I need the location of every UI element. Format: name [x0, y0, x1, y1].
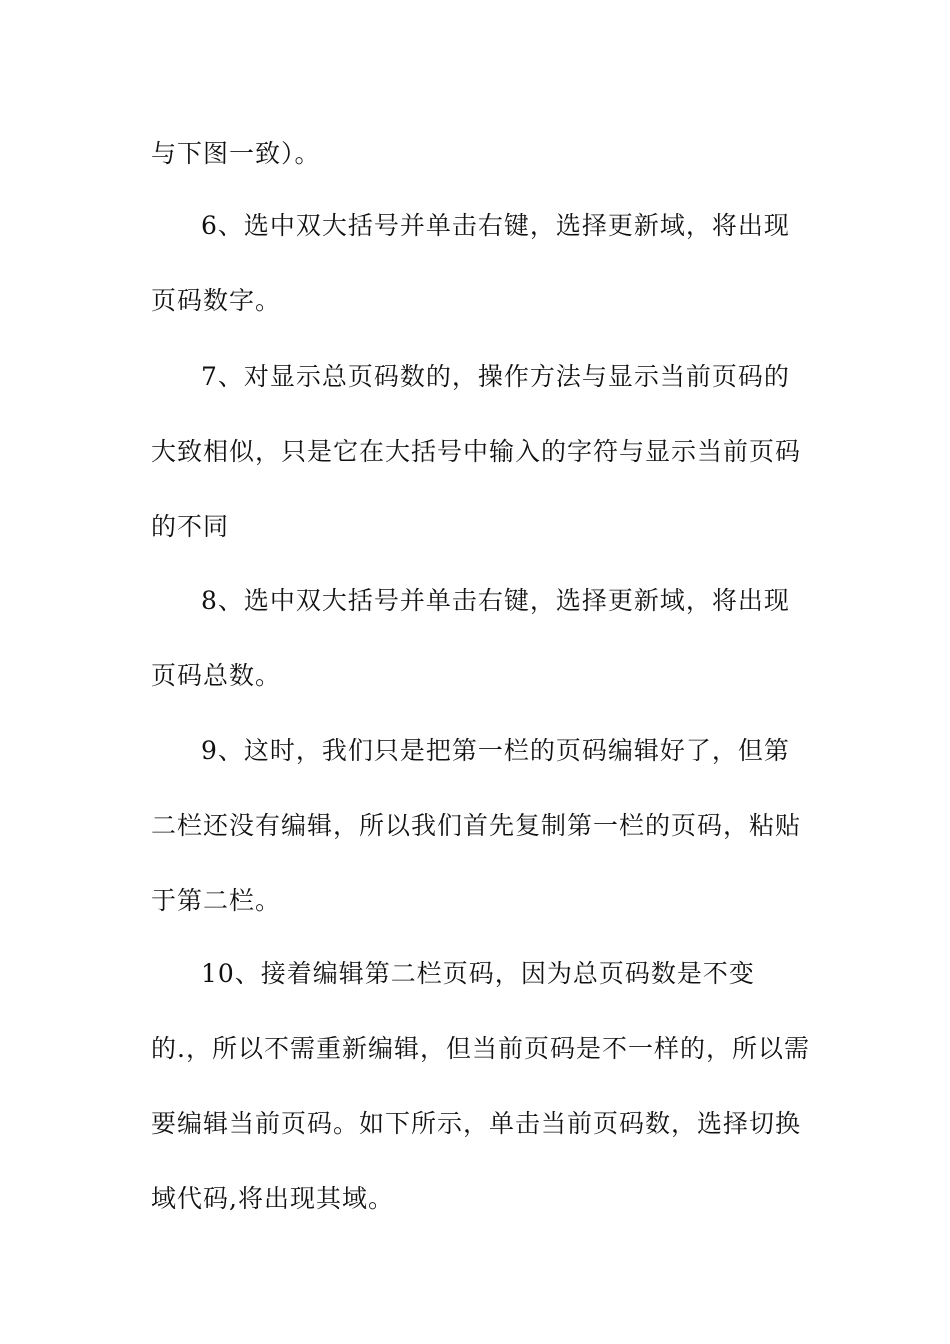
paragraph-step-7: 7、对显示总页码数的，操作方法与显示当前页码的大致相似，只是它在大括号中输入的字符与显示当前页码的不同: [151, 362, 802, 541]
paragraph-step-8: 8、选中双大括号并单击右键，选择更新域，将出现页码总数。: [151, 586, 790, 690]
paragraph-continuation: 与下图一致）。: [151, 139, 321, 168]
paragraph-step-6: 6、选中双大括号并单击右键，选择更新域，将出现页码数字。: [151, 211, 790, 315]
paragraph-step-9: 9、这时，我们只是把第一栏的页码编辑好了，但第二栏还没有编辑，所以我们首先复制第一栏的页码，粘贴于第二栏。: [151, 736, 802, 915]
paragraph-step-10: 10、接着编辑第二栏页码，因为总页码数是不变的.，所以不需重新编辑，但当前页码是不一样的，所以需要编辑当前页码。如下所示，单击当前页码数，选择切换域代码,将出现其域。: [151, 959, 810, 1213]
